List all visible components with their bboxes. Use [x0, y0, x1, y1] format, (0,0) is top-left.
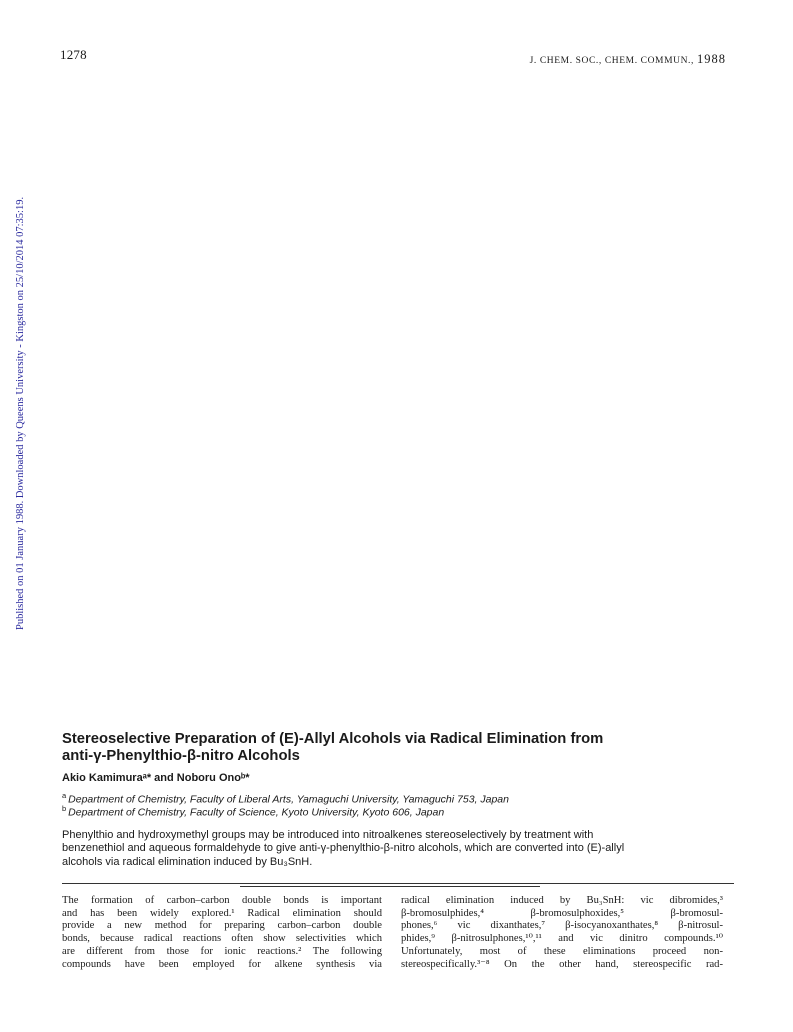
body-line: are different from those for ionic reactions.² The following	[62, 945, 382, 957]
section-divider-bottom	[240, 886, 540, 887]
running-head	[530, 52, 726, 67]
body-line: bonds, because radical reactions often show selectivities which	[62, 933, 382, 945]
title-line-1: Stereoselective Preparation of (E)-Allyl Alcohols via Radical Elimination from	[62, 731, 604, 747]
abstract-line: alcohols via radical elimination induced by Bu₃SnH.	[62, 855, 313, 868]
download-watermark: Published on 01 January 1988. Downloaded by Queens University - Kingston on 25/10/2014 07:35:19.	[15, 196, 26, 630]
body-line: phones,⁶ vic dixanthates,⁷ β-isocyanoxanthates,⁸ β-nitrosul-	[401, 920, 723, 932]
affiliation-b	[62, 804, 742, 819]
page-number: 1278	[60, 47, 87, 62]
body-line: and has been widely explored.¹ Radical elimination should	[62, 907, 382, 919]
body-line: compounds have been employed for alkene synthesis via	[62, 958, 382, 970]
affiliation-a-text: Department of Chemistry, Faculty of Liberal Arts, Yamaguchi University, Yamaguchi 753, Japan	[68, 793, 509, 806]
body-line: stereospecifically.³⁻⁸ On the other hand, stereospecific rad-	[401, 958, 723, 970]
affiliation-b-text: Department of Chemistry, Faculty of Science, Kyoto University, Kyoto 606, Japan	[68, 806, 445, 819]
abstract	[62, 829, 734, 869]
author-list: Akio Kamimuraᵃ* and Noboru Onoᵇ*	[62, 772, 250, 784]
affiliation-b-marker: b	[62, 804, 67, 813]
title-line-2: anti-γ-Phenylthio-β-nitro Alcohols	[62, 748, 300, 764]
journal-year: 1988	[697, 52, 726, 66]
body-line: β-bromosulphides,⁴ β-bromosulphoxides,⁵ β-bromosul-	[401, 907, 723, 919]
body-column-right	[401, 895, 723, 971]
abstract-line: benzenethiol and aqueous formaldehyde to give anti-γ-phenylthio-β-nitro alcohols, which are converted into (E)-allyl	[62, 842, 625, 855]
body-line: radical elimination induced by Bu₃SnH: vic dibromides,³	[401, 895, 723, 906]
body-column-left	[62, 895, 382, 971]
body-line: The formation of carbon–carbon double bonds is important	[62, 895, 382, 906]
journal-name: J. CHEM. SOC., CHEM. COMMUN.,	[529, 56, 695, 66]
affiliation-a-marker: a	[62, 791, 67, 800]
section-divider-top	[62, 883, 734, 884]
body-line: phides,⁹ β-nitrosulphones,¹⁰,¹¹ and vic dinitro compounds.¹⁰	[401, 933, 723, 945]
body-line: provide a new method for preparing carbon–carbon double	[62, 920, 382, 932]
article-title	[62, 731, 742, 765]
abstract-line: Phenylthio and hydroxymethyl groups may be introduced into nitroalkenes stereoselectively by treatment with	[62, 829, 594, 841]
body-line: Unfortunately, most of these eliminations proceed non-	[401, 945, 723, 957]
